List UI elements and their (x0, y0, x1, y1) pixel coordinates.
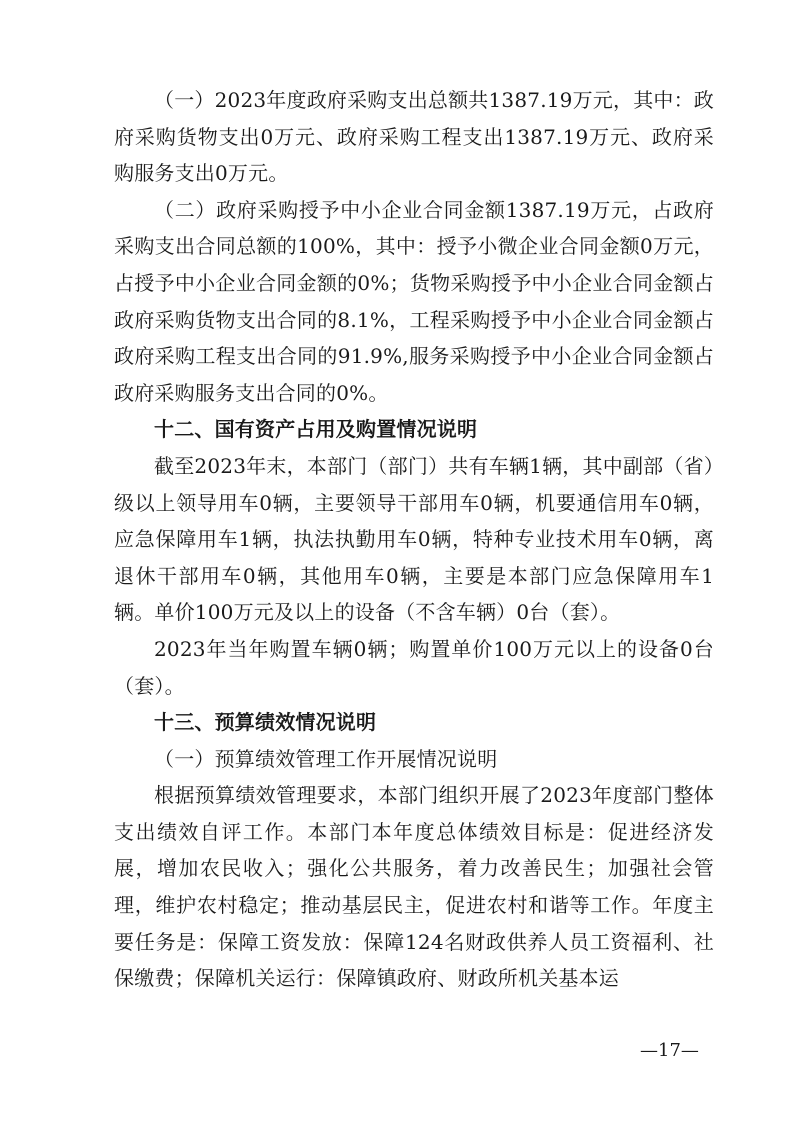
paragraph-purchases: 2023年当年购置车辆0辆；购置单价100万元以上的设备0台（套）。 (114, 636, 714, 698)
paragraph-procurement-total: （一）2023年度政府采购支出总额共1387.19万元，其中：政府采购货物支出0万元、政府采购工程支出1387.19万元、政府采购服务支出0万元。 (114, 88, 715, 186)
section-heading-assets: 十二、国有资产占用及购置情况说明 (154, 417, 478, 442)
section-heading-performance: 十三、预算绩效情况说明 (154, 710, 377, 735)
paragraph-sme-contracts: （二）政府采购授予中小企业合同金额1387.19万元，占政府采购支出合同总额的100%，其中：授予小微企业合同金额0万元，占授予中小企业合同金额的0%；货物采购授予中小企业合同金额占政府采购货物支出合同的8.1%，工程采购授予中小企业合同金额占政府采购工程支出合同的91.9%,服务采购授予中小企业合同金额占政府采购服务支出合同的0%。 (114, 197, 714, 405)
paragraph-vehicles: 截至2023年末，本部门（部门）共有车辆1辆，其中副部（省）级以上领导用车0辆，主要领导干部用车0辆，机要通信用车0辆，应急保障用车1辆，执法执勤用车0辆，特种专业技术用车0辆，离退休干部用车0辆，其他用车0辆，主要是本部门应急保障用车1辆。单价100万元及以上的设备（不含车辆）0台（套）。 (114, 453, 714, 625)
paragraph-performance-evaluation: 根据预算绩效管理要求，本部门组织开展了2023年度部门整体支出绩效自评工作。本部门本年度总体绩效目标是：促进经济发展，增加农民收入；强化公共服务，着力改善民生；加强社会管理，维护农村稳定；推动基层民主，促进农村和谐等工作。年度主要任务是：保障工资发放：保障124名财政供养人员工资福利、社保缴费；保障机关运行：保障镇政府、财政所机关基本运 (114, 783, 714, 991)
document-body (114, 82, 714, 997)
subheading-performance-management: （一）预算绩效管理工作开展情况说明 (154, 746, 498, 771)
page-number: —17— (640, 1040, 699, 1061)
